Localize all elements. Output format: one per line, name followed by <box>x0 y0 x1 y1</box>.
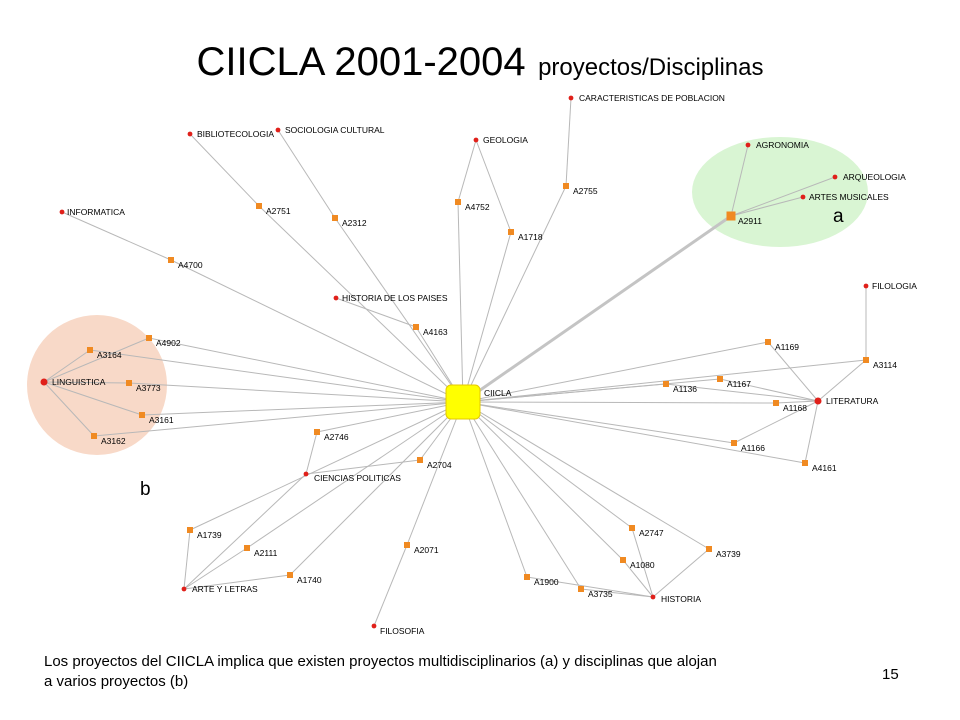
hub-node-ciicla <box>446 385 480 419</box>
project-label-a4902: A4902 <box>156 338 181 348</box>
project-label-a3162: A3162 <box>101 436 126 446</box>
project-label-a1740: A1740 <box>297 575 322 585</box>
project-label-a4161: A4161 <box>812 463 837 473</box>
project-label-a3161: A3161 <box>149 415 174 425</box>
edge-a1739-arte-letras <box>184 530 190 589</box>
project-node-a2071 <box>404 542 410 548</box>
discipline-node-informatica <box>60 210 65 215</box>
discipline-label-bibliotecologia: BIBLIOTECOLOGIA <box>197 129 274 139</box>
edge-a4700-informatica <box>62 212 171 260</box>
discipline-node-arte-letras <box>182 587 187 592</box>
edge-a2755-caracteristicas <box>566 98 571 186</box>
edge-a2312-sociologia <box>278 130 335 218</box>
project-label-a2704: A2704 <box>427 460 452 470</box>
edge-ciicla-a3161 <box>142 402 463 415</box>
project-label-a3164: A3164 <box>97 350 122 360</box>
edge-ciicla-a1168 <box>463 402 776 403</box>
edge-ciicla-a2312 <box>335 218 463 402</box>
edge-a4752-geologia <box>458 140 476 202</box>
project-label-a1168: A1168 <box>783 403 807 413</box>
project-node-a3162 <box>91 433 97 439</box>
discipline-node-arqueologia <box>833 175 838 180</box>
project-node-a2747 <box>629 525 635 531</box>
project-node-a3114 <box>863 357 869 363</box>
discipline-node-filologia <box>864 284 869 289</box>
project-label-a1169: A1169 <box>775 342 799 352</box>
project-label-a1166: A1166 <box>741 443 765 453</box>
edge-ciicla-a1739 <box>190 402 463 530</box>
project-label-a1900: A1900 <box>534 577 559 587</box>
project-node-a4163 <box>413 324 419 330</box>
project-label-a2746: A2746 <box>324 432 349 442</box>
hub-node-label: CIICLA <box>484 388 512 398</box>
project-label-a2312: A2312 <box>342 218 367 228</box>
edge-ciicla-a1166 <box>463 402 734 443</box>
project-label-a4163: A4163 <box>423 327 448 337</box>
discipline-label-informatica: INFORMATICA <box>67 207 125 217</box>
project-node-a4161 <box>802 460 808 466</box>
discipline-node-sociologia <box>276 128 281 133</box>
caption: Los proyectos del CIICLA implica que existen proyectos multidisciplinarios (a) y disciplinas que alojan a varios proyectos (b) <box>44 653 717 690</box>
project-node-a1080 <box>620 557 626 563</box>
project-node-a2312 <box>332 215 338 221</box>
project-label-a2911: A2911 <box>738 216 762 226</box>
project-node-a1718 <box>508 229 514 235</box>
cluster-b-label: b <box>140 479 151 500</box>
project-node-a2751 <box>256 203 262 209</box>
edge-ciicla-a3735 <box>463 402 581 589</box>
project-node-a2755 <box>563 183 569 189</box>
discipline-node-artes-musicales <box>801 195 806 200</box>
project-node-a1739 <box>187 527 193 533</box>
discipline-label-geologia: GEOLOGIA <box>483 135 528 145</box>
discipline-label-literatura: LITERATURA <box>826 396 879 406</box>
edge-a2751-bibliotecologia <box>190 134 259 206</box>
project-node-a2746 <box>314 429 320 435</box>
discipline-node-ciencias-politicas <box>304 472 309 477</box>
discipline-label-artes-musicales: ARTES MUSICALES <box>809 192 889 202</box>
discipline-label-historia-paises: HISTORIA DE LOS PAISES <box>342 293 448 303</box>
project-label-a2071: A2071 <box>414 545 439 555</box>
project-label-a1739: A1739 <box>197 530 222 540</box>
discipline-node-filosofia <box>372 624 377 629</box>
project-node-a1136 <box>663 381 669 387</box>
title-subtitle: proyectos/Disciplinas <box>538 54 764 81</box>
project-node-a4700 <box>168 257 174 263</box>
discipline-label-ciencias-politicas: CIENCIAS POLITICAS <box>314 473 401 483</box>
edge-ciicla-a4700 <box>171 260 463 402</box>
project-node-a1900 <box>524 574 530 580</box>
discipline-label-linguistica: LINGUISTICA <box>52 377 106 387</box>
project-label-a1167: A1167 <box>727 379 751 389</box>
discipline-label-filosofia: FILOSOFIA <box>380 626 425 636</box>
project-label-a1718: A1718 <box>518 232 543 242</box>
discipline-label-caracteristicas: CARACTERISTICAS DE POBLACION <box>579 93 725 103</box>
project-node-a3773 <box>126 380 132 386</box>
discipline-node-bibliotecologia <box>188 132 193 137</box>
edge-a2071-filosofia <box>374 545 407 626</box>
project-label-a4752: A4752 <box>465 202 490 212</box>
project-node-a1167 <box>717 376 723 382</box>
edge-ciicla-a2911 <box>463 216 731 402</box>
cluster-a-label: a <box>833 206 844 227</box>
discipline-node-historia <box>651 595 656 600</box>
edge-ciicla-a2747 <box>463 402 632 528</box>
project-label-a1080: A1080 <box>630 560 655 570</box>
discipline-label-arte-letras: ARTE Y LETRAS <box>192 584 258 594</box>
edge-ciicla-a3773 <box>129 383 463 402</box>
discipline-node-geologia <box>474 138 479 143</box>
discipline-node-literatura <box>815 398 822 405</box>
project-node-a1168 <box>773 400 779 406</box>
project-node-a4752 <box>455 199 461 205</box>
discipline-label-agronomia: AGRONOMIA <box>756 140 809 150</box>
project-label-a3114: A3114 <box>873 360 897 370</box>
project-label-a3739: A3739 <box>716 549 741 559</box>
project-node-a3739 <box>706 546 712 552</box>
discipline-node-historia-paises <box>334 296 339 301</box>
discipline-label-historia: HISTORIA <box>661 594 701 604</box>
project-node-a4902 <box>146 335 152 341</box>
edge-a2111-arte-letras <box>184 548 247 589</box>
project-node-a1740 <box>287 572 293 578</box>
discipline-label-filologia: FILOLOGIA <box>872 281 917 291</box>
project-node-a1166 <box>731 440 737 446</box>
project-label-a2747: A2747 <box>639 528 664 538</box>
edge-ciicla-a2755 <box>463 186 566 402</box>
project-label-a3735: A3735 <box>588 589 613 599</box>
edge-ciicla-a1080 <box>463 402 623 560</box>
page-number: 15 <box>882 666 899 683</box>
project-node-a3735 <box>578 586 584 592</box>
project-label-a2755: A2755 <box>573 186 598 196</box>
project-node-a3164 <box>87 347 93 353</box>
discipline-label-sociologia: SOCIOLOGIA CULTURAL <box>285 125 385 135</box>
edge-a1718-geologia <box>476 140 511 232</box>
edge-ciicla-a2071 <box>407 402 463 545</box>
project-node-a3161 <box>139 412 145 418</box>
project-node-a1169 <box>765 339 771 345</box>
discipline-label-arqueologia: ARQUEOLOGIA <box>843 172 906 182</box>
edge-a3739-historia <box>653 549 709 597</box>
project-label-a3773: A3773 <box>136 383 161 393</box>
edge-ciicla-a4752 <box>458 202 463 402</box>
edge-ciicla-a1900 <box>463 402 527 577</box>
edge-ciicla-a2751 <box>259 206 463 402</box>
project-node-a2111 <box>244 545 250 551</box>
title-main: CIICLA 2001-2004 <box>196 40 526 84</box>
project-label-a4700: A4700 <box>178 260 203 270</box>
edge-a2704-ciencias-politicas <box>306 460 420 474</box>
discipline-node-caracteristicas <box>569 96 574 101</box>
project-label-a1136: A1136 <box>673 384 697 394</box>
discipline-node-agronomia <box>746 143 751 148</box>
edge-ciicla-a4902 <box>149 338 463 402</box>
edge-a2746-ciencias-politicas <box>306 432 317 474</box>
project-node-a2911 <box>727 212 736 221</box>
edge-a3114-literatura <box>818 360 866 401</box>
discipline-node-linguistica <box>41 379 48 386</box>
project-node-a2704 <box>417 457 423 463</box>
project-label-a2111: A2111 <box>254 548 278 558</box>
project-label-a2751: A2751 <box>266 206 291 216</box>
